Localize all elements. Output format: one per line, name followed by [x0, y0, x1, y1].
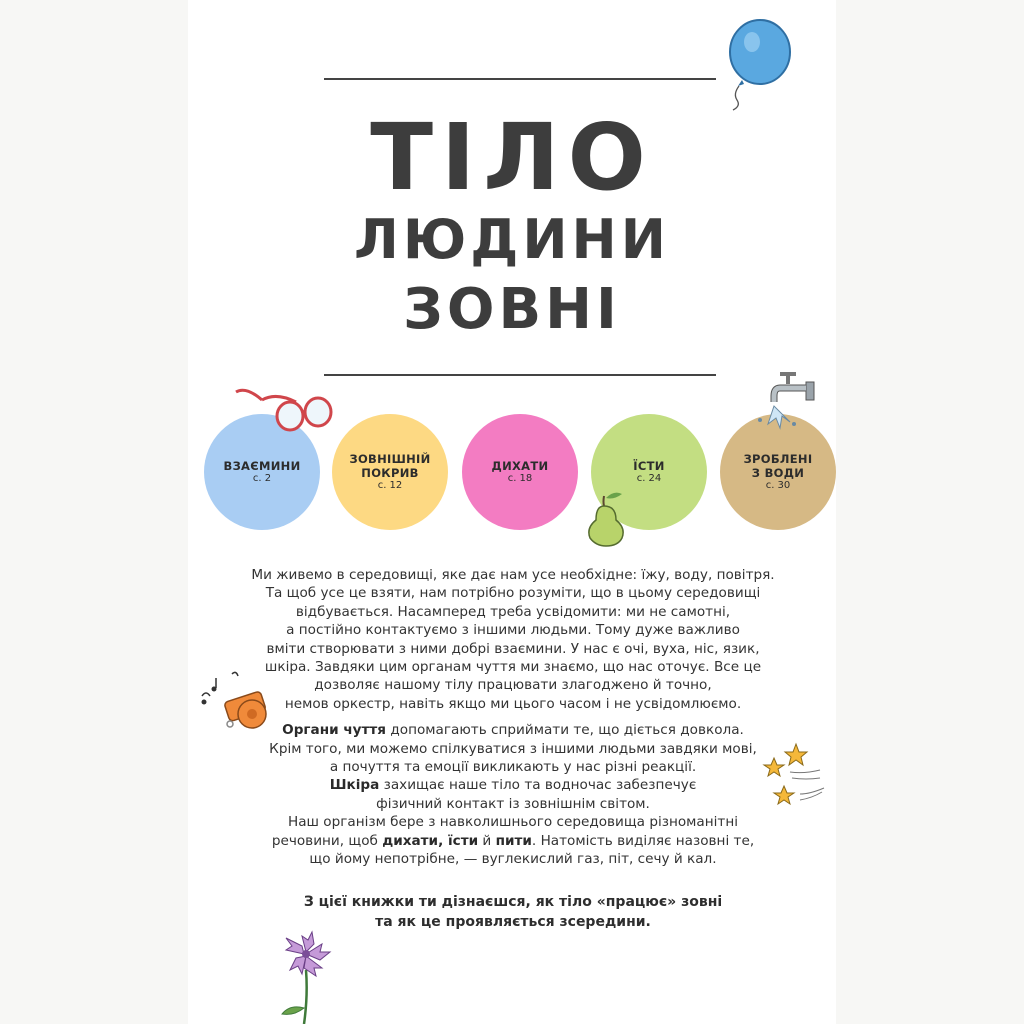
senses-line-1 — [248, 721, 778, 739]
title-line-1: ТІЛО — [370, 104, 654, 211]
flower-icon — [272, 930, 344, 1024]
organism-line-3: що йому непотрібне, — вуглекислий газ, піт, сечу й кал. — [309, 851, 717, 868]
organism-bold-1: дихати, їсти — [382, 832, 479, 849]
skin-line-2: фізичний контакт із зовнішнім світом. — [376, 795, 650, 812]
intro-line: вміти створювати з ними добрі взаємини. У нас є очі, вуха, ніс, язик, — [266, 640, 760, 657]
intro-line: шкіра. Завдяки цим органам чуття ми знаємо, що нас оточує. Все це — [264, 659, 762, 676]
chapter-circle-breathing[interactable] — [462, 414, 578, 530]
intro-line: немов оркестр, навіть якщо ми цього часом і не усвідомлюємо. — [284, 695, 742, 712]
closing-line-2: та як це проявляється зсередини. — [375, 914, 651, 930]
faucet-icon — [740, 368, 820, 440]
skin-rest: захищає наше тіло та водночас забезпечує — [379, 777, 697, 794]
senses-line-2: Крім того, ми можемо спілкуватися з іншими людьми завдяки мові, — [269, 740, 757, 757]
chapter-label-line-2: З ВОДИ — [751, 466, 805, 480]
senses-rest: допомагають сприймати те, що діється довкола. — [386, 722, 744, 739]
glasses-icon — [232, 386, 336, 436]
skin-bold: Шкіра — [329, 777, 380, 794]
title-line-2: ЛЮДИНИ — [354, 208, 670, 271]
intro-line: дозволяє нашому тілу працювати злагоджено й точно, — [314, 677, 712, 694]
title-line-3: ЗОВНІ — [403, 277, 621, 342]
chapter-circle-skin[interactable] — [332, 414, 448, 530]
organism-bold-2: пити — [495, 832, 532, 849]
top-rule — [324, 78, 716, 80]
organism-line-1: Наш організм бере з навколишнього середовища різноманітні — [287, 814, 739, 831]
organism-end: . Натомість виділяє назовні те, — [531, 832, 755, 849]
chapter-page: с. 30 — [765, 480, 791, 491]
chapter-page: с. 24 — [636, 473, 662, 484]
organism-start: речовини, щоб — [271, 832, 383, 849]
chapter-label: ВЗАЄМИНИ — [223, 459, 301, 473]
pear-icon — [580, 490, 630, 548]
chapter-page: с. 2 — [252, 473, 272, 484]
intro-line: а постійно контактуємо з іншими людьми. Тому дуже важливо — [286, 622, 740, 639]
chapter-label-line-2: ПОКРИВ — [361, 466, 419, 480]
senses-line-3: а почуття та емоції викликають у нас різні реакції. — [329, 759, 697, 776]
intro-line: відбувається. Насамперед треба усвідомити: ми не самотні, — [295, 603, 731, 620]
balloon-icon — [708, 16, 804, 112]
chapter-label: ЇСТИ — [633, 459, 665, 473]
closing-text — [248, 892, 778, 932]
stars-icon — [760, 738, 832, 812]
organism-mid: й — [478, 832, 496, 849]
whistle-icon — [196, 668, 280, 734]
chapter-label: ЗРОБЛЕНІ — [743, 452, 813, 466]
intro-line: Ми живемо в середовищі, яке дає нам усе необхідне: їжу, воду, повітря. — [251, 567, 775, 583]
skin-line-1 — [248, 776, 778, 794]
body-text — [248, 566, 778, 869]
organism-line-2 — [248, 832, 778, 850]
chapter-label: ЗОВНІШНІЙ — [349, 452, 431, 466]
bottom-rule — [324, 374, 716, 376]
closing-line-1: З цієї книжки ти дізнаєшся, як тіло «працює» зовні — [303, 894, 723, 910]
intro-line: Та щоб усе це взяти, нам потрібно розуміти, що в цьому середовищі — [265, 585, 761, 602]
chapter-page: с. 18 — [507, 473, 533, 484]
chapter-label: ДИХАТИ — [491, 459, 549, 473]
chapter-page: с. 12 — [377, 480, 403, 491]
senses-bold: Органи чуття — [282, 722, 387, 739]
